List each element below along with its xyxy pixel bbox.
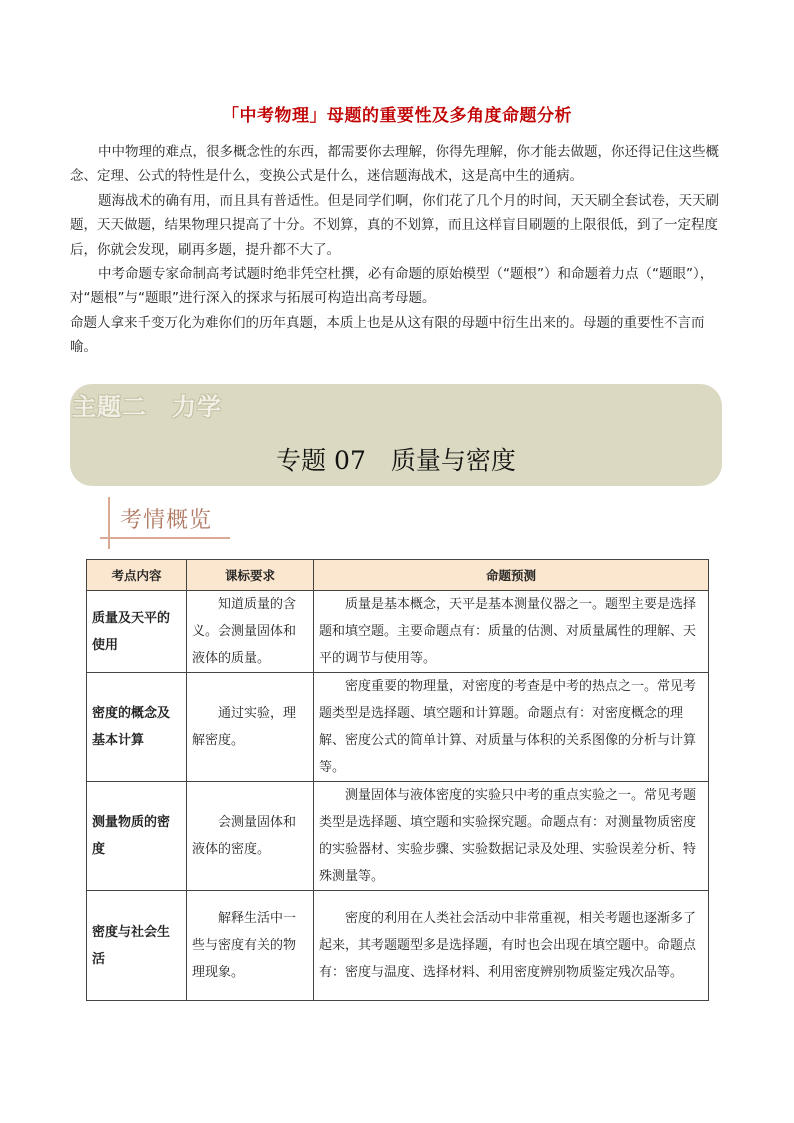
prediction-cell: 测量固体与液体密度的实验只中考的重点实验之一。常见考题类型是选择题、填空题和实验探究题。命题点有：对测量物质密度的实验器材、实验步骤、实验数据记录及处理、实验误差分析、特殊测量等。 bbox=[314, 782, 709, 891]
requirement-cell: 解释生活中一些与密度有关的物理现象。 bbox=[187, 891, 314, 1001]
exam-overview-table bbox=[86, 559, 709, 1001]
intro-paragraph: 中考命题专家命制高考试题时绝非凭空杜撰，必有命题的原始模型（“题根”）和命题着力点（“题眼”），对“题根”与“题眼”进行深入的探求与拓展可构造出高考母题。 bbox=[70, 266, 714, 307]
intro-paragraph: 题海战术的确有用，而且具有普适性。但是同学们啊，你们花了几个月的时间，天天刷全套试卷，天天刷题，天天做题，结果物理只提高了十分。不划算，真的不划算，而且这样盲目刷题的上限很低，到了一定程度后，你就会发现，刷再多题，提升都不大了。 bbox=[70, 192, 719, 258]
table-row bbox=[87, 591, 709, 673]
column-header: 命题预测 bbox=[314, 560, 709, 591]
topic-cell: 质量及天平的使用 bbox=[87, 591, 187, 673]
topic-cell: 测量物质的密度 bbox=[87, 782, 187, 891]
requirement-cell: 通过实验，理解密度。 bbox=[187, 673, 314, 782]
table-row bbox=[87, 782, 709, 891]
column-header: 课标要求 bbox=[187, 560, 314, 591]
page-title: 「中考物理」母题的重要性及多角度命题分析 bbox=[222, 106, 572, 126]
section-horizontal-rule bbox=[100, 537, 230, 539]
section-vertical-rule bbox=[108, 497, 110, 549]
table-header-row bbox=[87, 560, 709, 591]
topic-heading: 专题 07 质量与密度 bbox=[276, 446, 516, 475]
prediction-cell: 密度重要的物理量，对密度的考查是中考的热点之一。常见考题类型是选择题、填空题和计算题。命题点有：对密度概念的理解、密度公式的简单计算、对质量与体积的关系图像的分析与计算等。 bbox=[314, 673, 709, 782]
intro-text bbox=[70, 140, 724, 360]
requirement-cell: 会测量固体和液体的密度。 bbox=[187, 782, 314, 891]
topic-banner bbox=[70, 384, 722, 486]
table-row bbox=[87, 673, 709, 782]
section-label: 考情概览 bbox=[120, 508, 213, 533]
topic-cell: 密度的概念及基本计算 bbox=[87, 673, 187, 782]
intro-paragraph: 命题人拿来千变万化为难你们的历年真题，本质上也是从这有限的母题中衍生出来的。母题的重要性不言而喻。 bbox=[70, 314, 705, 356]
topic-cell: 密度与社会生活 bbox=[87, 891, 187, 1001]
prediction-cell: 质量是基本概念，天平是基本测量仪器之一。题型主要是选择题和填空题。主要命题点有：质量的估测、对质量属性的理解、天平的调节与使用等。 bbox=[314, 591, 709, 673]
requirement-cell: 知道质量的含义。会测量固体和液体的质量。 bbox=[187, 591, 314, 673]
column-header: 考点内容 bbox=[87, 560, 187, 591]
prediction-cell: 密度的利用在人类社会活动中非常重视，相关考题也逐渐多了起来，其考题题型多是选择题，有时也会出现在填空题中。命题点有：密度与温度、选择材料、利用密度辨别物质鉴定残次品等。 bbox=[314, 891, 709, 1001]
table-row bbox=[87, 891, 709, 1001]
section-heading bbox=[100, 497, 260, 549]
theme-heading: 主题二 力学 bbox=[72, 393, 222, 421]
intro-paragraph: 中中物理的难点，很多概念性的东西，都需要你去理解，你得先理解，你才能去做题，你还得记住这些概念、定理、公式的特性是什么，变换公式是什么，迷信题海战术，这是高中生的通病。 bbox=[70, 144, 719, 185]
